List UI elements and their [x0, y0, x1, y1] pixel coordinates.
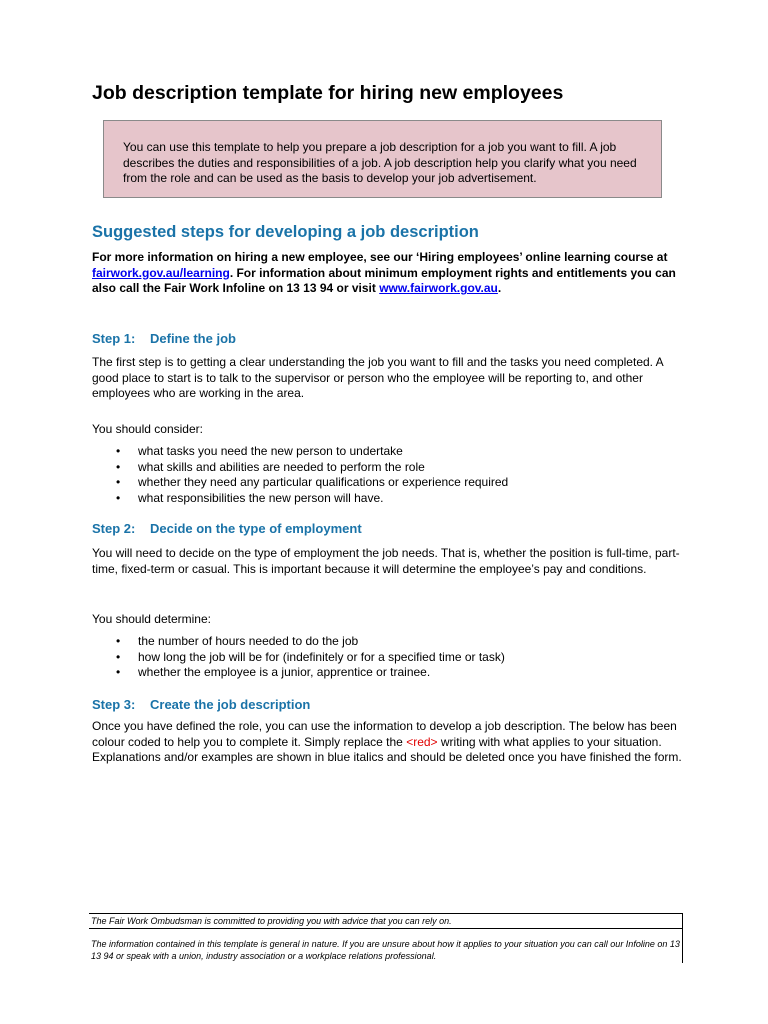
step2-bullet-list — [92, 634, 682, 681]
list-item: • whether they need any particular qualifications or experience required — [116, 475, 509, 490]
bullet-icon: • — [116, 459, 121, 474]
list-item: • what tasks you need the new person to undertake — [116, 444, 403, 458]
step2-title: Decide on the type of employment — [150, 521, 362, 536]
list-item: • what responsibilities the new person will have. — [116, 490, 384, 505]
fairwork-website-link[interactable]: www.fairwork.gov.au — [379, 281, 498, 296]
red-placeholder-example: <red> — [406, 734, 438, 749]
intro-box: You can use this template to help you prepare a job description for a job you want to fill. A job describes the duties and responsibilities of a job. A job description help you clarify what you need from the role and can be used as the basis to develop your job advertisement. — [103, 120, 662, 198]
step3-heading — [92, 697, 310, 712]
step2-number: Step 2: — [92, 521, 136, 536]
step3-number: Step 3: — [92, 697, 136, 712]
step2-heading — [92, 521, 362, 536]
more-info-text-b: . For information about minimum employment rights and entitlements you can also call the Fair Work Infoline on 13 13 94 or visit — [92, 265, 676, 296]
more-info-paragraph — [92, 250, 682, 297]
fairwork-learning-link[interactable]: fairwork.gov.au/learning — [92, 265, 230, 280]
footer-commitment: The Fair Work Ombudsman is committed to providing you with advice that you can rely on. — [91, 916, 452, 926]
list-item: • the number of hours needed to do the job — [116, 634, 359, 648]
list-item: • whether the employee is a junior, apprentice or trainee. — [116, 665, 431, 680]
step2-paragraph: You will need to decide on the type of employment the job needs. That is, whether the position is full-time, part-time, fixed-term or casual. This is important because it will determine the employee’s pay and conditions. — [92, 546, 680, 576]
bullet-icon: • — [116, 665, 121, 680]
suggested-steps-heading: Suggested steps for developing a job description — [92, 223, 479, 241]
page-title: Job description template for hiring new employees — [92, 82, 564, 104]
bullet-icon: • — [116, 649, 121, 664]
step1-title: Define the job — [150, 331, 236, 346]
step1-number: Step 1: — [92, 331, 136, 346]
step2-determine-label: You should determine: — [92, 612, 211, 626]
footer-disclaimer: The information contained in this template is general in nature. If you are unsure about how it applies to your situation you can call our Infoline on 13 13 94 or speak with a union, industry association or a workplace relations professional. — [91, 939, 680, 961]
step3-text-a: Once you have defined the role, you can use the information to develop a job description. The below has been colour coded to help you to complete it. Simply replace the — [92, 719, 677, 749]
step1-heading — [92, 331, 236, 346]
bullet-icon: • — [116, 490, 121, 505]
step3-paragraph — [92, 719, 682, 766]
more-info-text-c: . — [497, 281, 502, 296]
step3-text-b: writing with what applies to your situation. Explanations and/or examples are shown in blue italics and should be deleted once you have finished the form. — [92, 734, 682, 765]
bullet-icon: • — [116, 475, 121, 490]
more-info-text-a: For more information on hiring a new employee, see our ‘Hiring employees’ online learning course at — [92, 250, 668, 264]
bullet-icon: • — [116, 634, 121, 648]
bullet-icon: • — [116, 444, 121, 458]
list-item: • how long the job will be for (indefinitely or for a specified time or task) — [116, 649, 505, 664]
step1-consider-label: You should consider: — [92, 422, 203, 436]
list-item: • what skills and abilities are needed to perform the role — [116, 459, 425, 474]
step1-bullet-list — [92, 444, 682, 506]
step3-title: Create the job description — [150, 697, 311, 712]
step1-paragraph: The first step is to getting a clear understanding the job you want to fill and the tasks you need completed. A good place to start is to talk to the supervisor or person who the employee will be reporting to, and other employees who are working in the area. — [92, 355, 664, 401]
